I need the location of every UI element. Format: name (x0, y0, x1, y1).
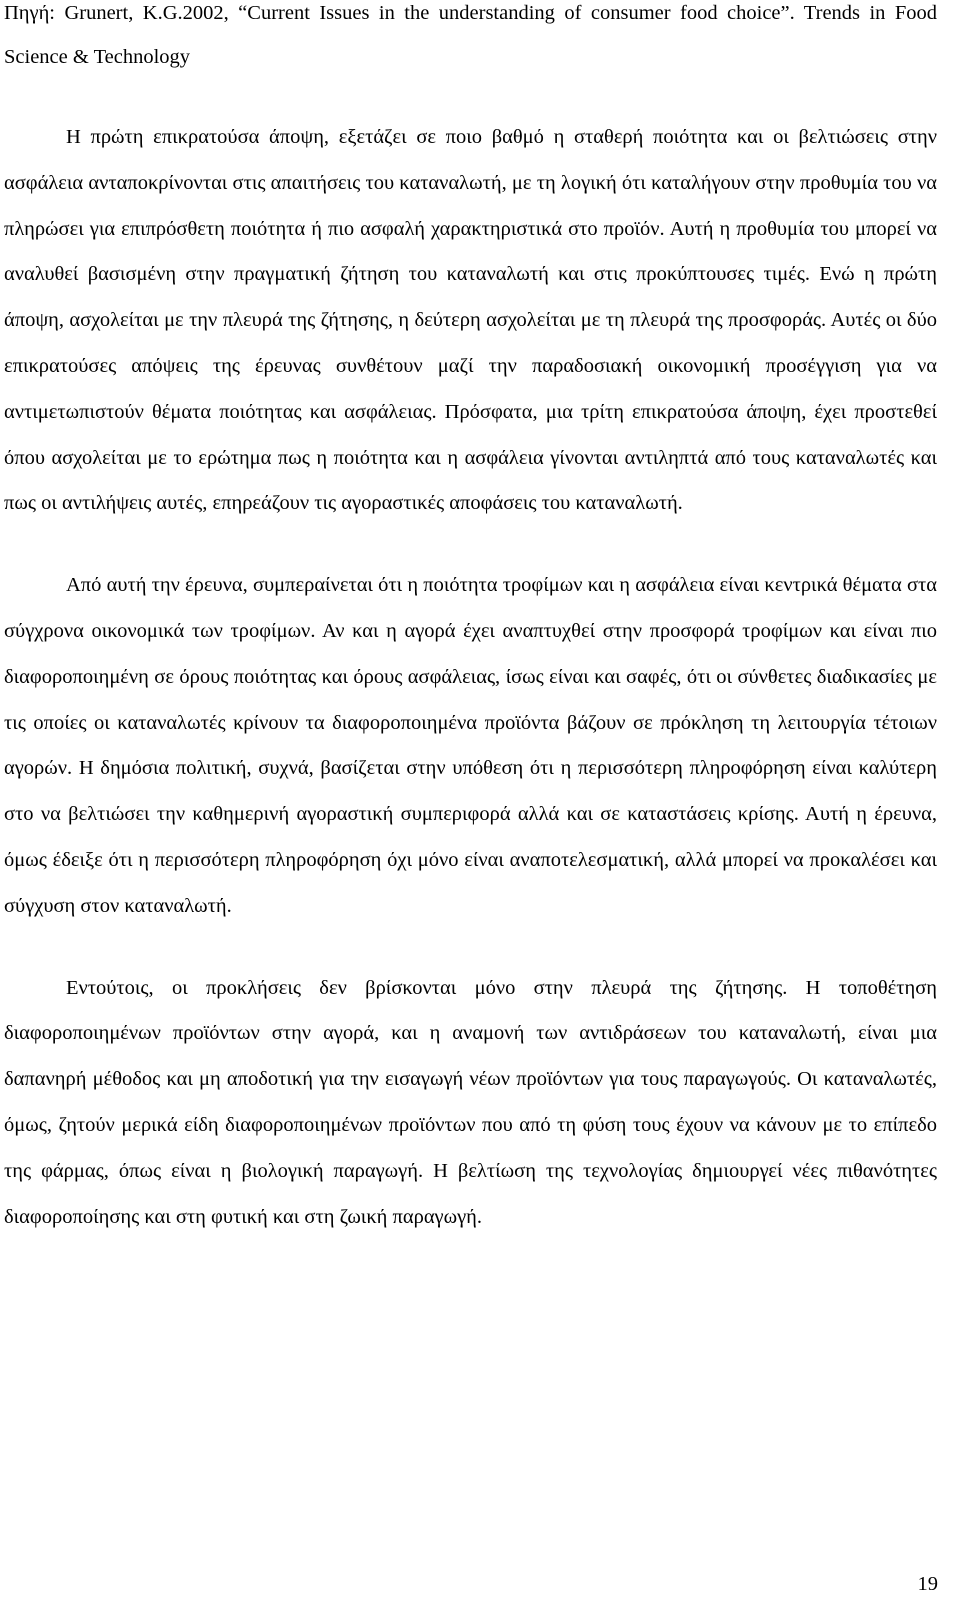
document-page (4, 0, 937, 1240)
source-citation: Πηγή: Grunert, K.G.2002, “Current Issues in the understanding of consumer food choice”. Trends in Food Science & Technology (4, 2, 937, 68)
paragraph-3: Εντούτοις, οι προκλήσεις δεν βρίσκονται μόνο στην πλευρά της ζήτησης. Η τοποθέτηση διαφοροποιημένων προϊόντων στην αγορά, και η αναμονή των αντιδράσεων του καταναλωτή, είναι μια δαπανηρή μέθοδος και μη αποδοτική για την εισαγωγή νέων προϊόντων για τους παραγωγούς. Οι καταναλωτές, όμως, ζητούν μερικά είδη διαφοροποιημένων προϊόντων που από τη φύση τους έχουν να κάνουν με το επίπεδο της φάρμας, όπως είναι η βιολογική παραγωγή. Η βελτίωση της τεχνολογίας δημιουργεί νέες πιθανότητες διαφοροποίησης και στη φυτική και στη ζωική παραγωγή. (4, 976, 937, 1228)
paragraph-1: Η πρώτη επικρατούσα άποψη, εξετάζει σε ποιο βαθμό η σταθερή ποιότητα και οι βελτιώσεις στην ασφάλεια ανταποκρίνονται στις απαιτήσεις του καταναλωτή, με τη λογική ότι καταλήγουν στην προθυμία του να πληρώσει για επιπρόσθετη ποιότητα ή πιο ασφαλή χαρακτηριστικά στο προϊόν. Αυτή η προθυμία του μπορεί να αναλυθεί βασισμένη στην πραγματική ζήτηση του καταναλωτή και στις προκύπτουσες τιμές. Ενώ η πρώτη άποψη, ασχολείται με την πλευρά της ζήτησης, η δεύτερη ασχολείται με τη πλευρά της προσφοράς. Αυτές οι δύο επικρατούσες απόψεις της έρευνας συνθέτουν μαζί την παραδοσιακή οικονομική προσέγγιση για να αντιμετωπιστούν θέματα ποιότητας και ασφάλειας. Πρόσφατα, μια τρίτη επικρατούσα άποψη, έχει προστεθεί όπου ασχολείται με το ερώτημα πως η ποιότητα και η ασφάλεια γίνονται αντιληπτά από τους καταναλωτές και πως οι αντιλήψεις αυτές, επηρεάζουν τις αγοραστικές αποφάσεις του καταναλωτή. (4, 126, 937, 515)
page-number: 19 (917, 1573, 938, 1595)
paragraph-2: Από αυτή την έρευνα, συμπεραίνεται ότι η ποιότητα τροφίμων και η ασφάλεια είναι κεντρικά θέματα στα σύγχρονα οικονομικά των τροφίμων. Αν και η αγορά έχει αναπτυχθεί στην προσφορά τροφίμων και είναι πιο διαφοροποιημένη σε όρους ποιότητας και όρους ασφάλειας, ίσως είναι και σαφές, ότι οι σύνθετες διαδικασίες με τις οποίες οι καταναλωτές κρίνουν τα διαφοροποιημένα προϊόντα βάζουν σε πρόκληση τη λειτουργία τέτοιων αγορών. Η δημόσια πολιτική, συχνά, βασίζεται στην υπόθεση ότι η περισσότερη πληροφόρηση είναι καλύτερη στο να βελτιώσει την καθημερινή αγοραστική συμπεριφορά αλλά και σε καταστάσεις κρίσης. Αυτή η έρευνα, όμως έδειξε ότι η περισσότερη πληροφόρηση όχι μόνο είναι αναποτελεσματική, αλλά μπορεί να προκαλέσει και σύγχυση στον καταναλωτή. (4, 574, 937, 917)
